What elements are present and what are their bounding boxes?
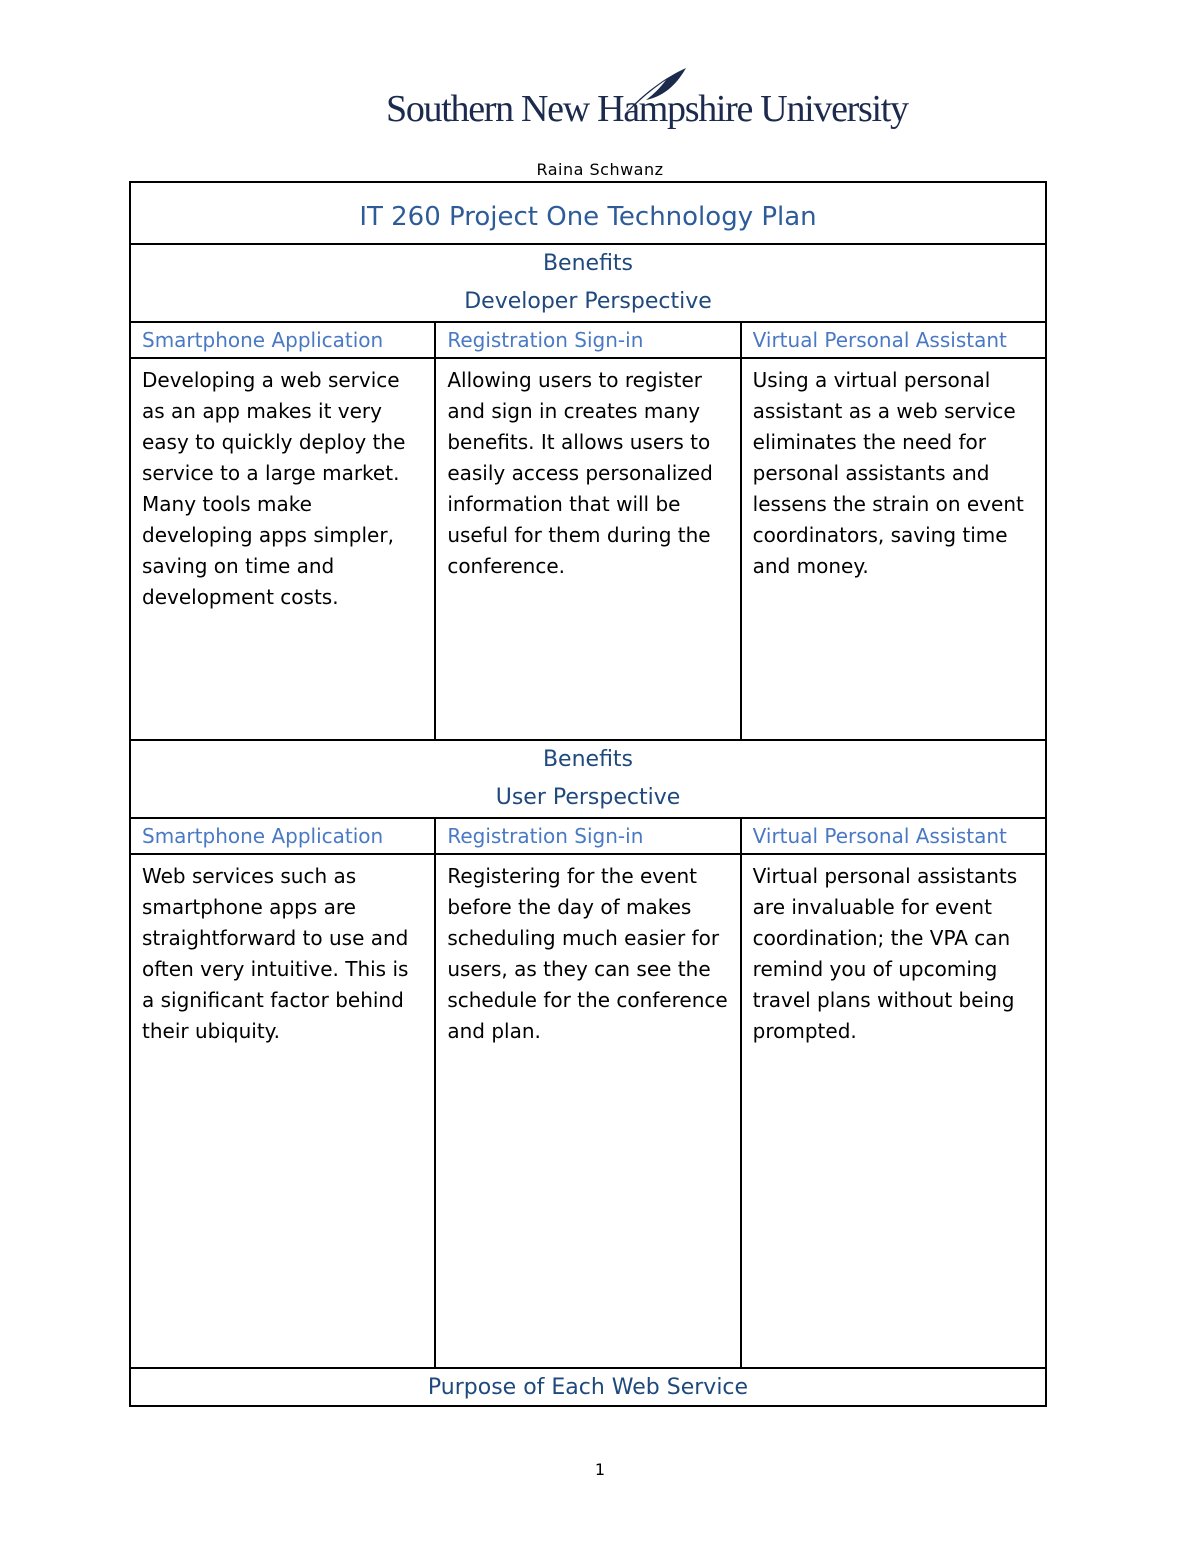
- user-cell-smartphone: Web services such as smartphone apps are straightforward to use and often very intuitive. This is a significant factor behind their ubiquity.: [130, 854, 435, 1368]
- developer-benefits-header: [130, 244, 1046, 322]
- page-number: 1: [594, 1460, 606, 1479]
- dev-col-heading-smartphone: Smartphone Application: [130, 322, 435, 358]
- user-cell-registration: Registering for the event before the day of makes scheduling much easier for users, as they can see the schedule for the conference and plan.: [435, 854, 740, 1368]
- university-logo: [386, 66, 908, 140]
- developer-benefits-label: Benefits: [542, 251, 634, 276]
- user-col-heading-registration: Registration Sign-in: [435, 818, 740, 854]
- user-perspective-label: User Perspective: [495, 785, 681, 810]
- purpose-heading: Purpose of Each Web Service: [130, 1368, 1046, 1406]
- developer-perspective-label: Developer Perspective: [464, 289, 712, 314]
- user-benefits-label: Benefits: [542, 747, 634, 772]
- user-cell-vpa: Virtual personal assistants are invaluable for event coordination; the VPA can remind you of upcoming travel plans without being prompted.: [741, 854, 1046, 1368]
- author-name: Raina Schwanz: [536, 160, 664, 179]
- technology-plan-table: [129, 181, 1047, 1407]
- table-title-cell: [130, 182, 1046, 244]
- university-name: Southern New Hampshire University: [386, 88, 908, 130]
- dev-cell-registration: Allowing users to register and sign in creates many benefits. It allows users to easily access personalized information that will be useful for them during the conference.: [435, 358, 740, 740]
- user-benefits-header: [130, 740, 1046, 818]
- dev-cell-smartphone: Developing a web service as an app makes it very easy to quickly deploy the service to a large market. Many tools make developing apps simpler, saving on time and development costs.: [130, 358, 435, 740]
- user-col-heading-smartphone: Smartphone Application: [130, 818, 435, 854]
- dev-col-heading-vpa: Virtual Personal Assistant: [741, 322, 1046, 358]
- dev-cell-vpa: Using a virtual personal assistant as a web service eliminates the need for personal assistants and lessens the strain on event coordinators, saving time and money.: [741, 358, 1046, 740]
- dev-col-heading-registration: Registration Sign-in: [435, 322, 740, 358]
- table-title: IT 260 Project One Technology Plan: [359, 202, 817, 232]
- user-col-heading-vpa: Virtual Personal Assistant: [741, 818, 1046, 854]
